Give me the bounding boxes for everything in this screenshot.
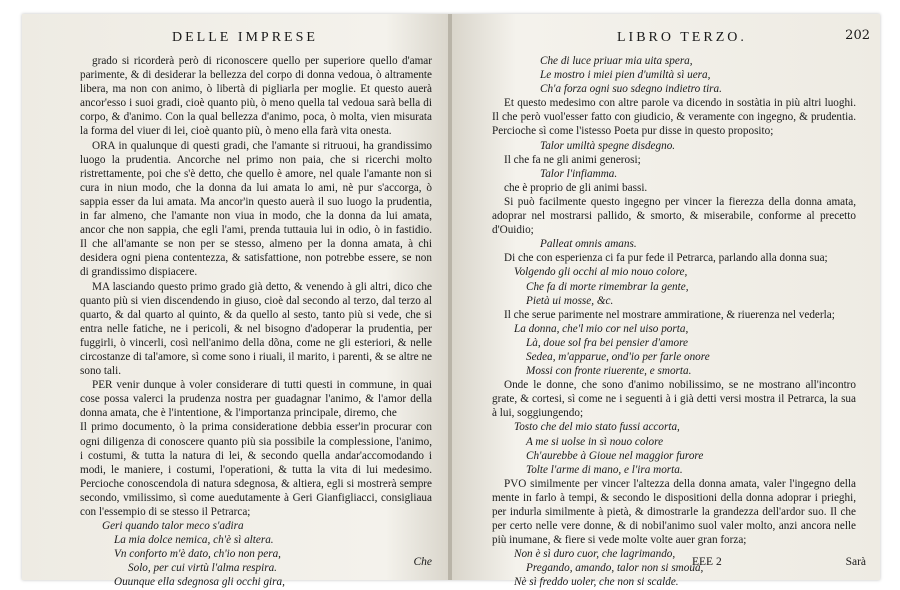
right-page — [452, 14, 880, 589]
verse-line: Ouunque ella sdegnosa gli occhi gira, — [114, 576, 285, 589]
book-spread — [22, 14, 880, 589]
running-header-left: DELLE IMPRESE — [172, 30, 318, 45]
verse-line: Talor umiltà spegne disdegno. — [540, 139, 676, 152]
left-page-body — [80, 54, 432, 590]
paragraph: grado si ricorderà però di riconoscere quello per superiore quello d'amar parimente, & di desiderar la bellezza del corpo di donna vedoua, ò altramente libera, ma non con animo, ò libertà di pigliarla per moglie. Et questo auerà ancor'esso i suoi gradi, cioè quanto più, ò meno quella tal vedoua sarà bella di corpo, & d'animo. Con la qual bellezza d'animo, poca, ò molta, vien misurata la forma del viuer di lei, cioè quanto più, ò meno ella farà vita onesta. — [80, 55, 432, 138]
verse-line: Che di luce priuar mia uita spera, — [540, 55, 693, 67]
verse-line: Solo, per cui virtù l'alma respira. — [128, 562, 277, 575]
running-header-right: LIBRO TERZO. — [617, 30, 747, 45]
paragraph: ORA in qualunque di questi gradi, che l'amante si ritruoui, ha grandissimo luogo la prudentia. Ancorche nel primo non paia, che si ricerchi molto ristrettamente, poi che s'è detto, che quello è amore, nel quale l'amante non si cura in niun modo, che la donna da lui amata lo ami, nè pur s'accorga, ò sappia esser da lui amata. Ma ancor'in questo auerà il suo luogo la prudentia, in far almeno, che l'amante non viua in modo, che la donna da lui amata, ancor che non sappia, che egli l'ami, prenda tuttauia lui in odio, ò in fastidio. Il che all'amante se non per se stesso, almeno per la donna amata, à chi desidera ogni piena contentezza, & satisfattione, non potrebbe essere, se non di grandissimo dispiacere. — [80, 139, 432, 279]
verse-line: Pregando, amando, talor non si smoua, — [526, 562, 704, 575]
verse-line: Palleat omnis amans. — [540, 238, 637, 251]
verse-line: La mia dolce nemica, ch'è sì altera. — [114, 534, 274, 547]
verse-line: Tosto che del mio stato fussi accorta, — [514, 421, 680, 434]
catchword-left: Che — [413, 556, 432, 568]
verse-line: Pietà ui mosse, &c. — [526, 294, 614, 307]
left-page — [22, 14, 450, 589]
paragraph: Il che serue parimente nel mostrare ammiratione, & riuerenza nel vederla; — [504, 308, 835, 321]
paragraph: MA lasciando questo primo grado già detto, & venendo à gli altri, dico che quanto più si vien discendendo in giuso, cioè dal secondo al terzo, dal terzo al quarto, & dal quarto al quinto, & da quello al sesto, tanto più si vede, che si entra nelle fatiche, ne i pericoli, & nel bisogno d'adoperar la prudentia, per fuggirli, ò vincerli, così nell'animo della dõna, come ne gli esteriori, & nelle circostanze di tal'amore, sì come sono i riuali, il marito, i parenti, & se altre ne sono tali. — [80, 280, 432, 378]
verse-line: Talor l'infiamma. — [540, 167, 618, 180]
verse-line: Là, doue sol fra bei pensier d'amore — [526, 336, 689, 349]
paragraph: Il che fa ne gli animi generosi; — [504, 153, 641, 166]
verse-line: Sedea, m'apparue, ond'io per farle onore — [526, 350, 710, 363]
paragraph: Et questo medesimo con altre parole va dicendo in sostàtia in più altri luoghi. Il che però vuol'esser fatto con giudicio, & veramente con ingegno, & prudentia. Percioche sì come l'istesso Poeta pur disse in questo proposito; — [492, 97, 856, 138]
verse-line: Mossi con fronte riuerente, e smorta. — [526, 365, 692, 378]
verse-line: Non è sì duro cuor, che lagrimando, — [514, 548, 676, 561]
verse-line: La donna, che'l mio cor nel uiso porta, — [514, 322, 689, 335]
verse-line: Che fa di morte rimembrar la gente, — [526, 280, 689, 293]
signature-mark: EEE 2 — [692, 556, 722, 568]
verse-line: Vn conforto m'è dato, ch'io non pera, — [114, 548, 281, 561]
verse-line: Tolte l'arme di mano, e l'ira morta. — [526, 463, 683, 476]
verse-line: Volgendo gli occhi al mio nouo colore, — [514, 266, 688, 279]
right-page-body — [492, 54, 856, 590]
verse-line: Geri quando talor meco s'adira — [102, 520, 244, 533]
paragraph: che è proprio de gli animi bassi. — [504, 181, 648, 194]
paragraph: Si può facilmente questo ingegno per vincer la fierezza della donna amata, adoprar nel mostrarsi pallido, & smorto, & miserabile, conforme al precetto d'Ouidio; — [492, 195, 856, 237]
paragraph: Il primo documento, ò la prima consideratione debbia esser'in procurar con ogni diligenza di conoscere quanto più sia possibile la complessione, l'animo, i costumi, & tutta la natura di lei, & secondo quella andar'accomodando i modi, le maniere, i costumi, l'operationi, & tutta la vita di lui medesimo. Percioche conoscendola di natura sdegnosa, & altiera, egli si mostrerà sempre secondo, vmilissimo, sì come auedutamente à Geri Gianfigliacci, consigliaua con l'essempio di se stesso il Petrarca; — [80, 421, 432, 518]
paragraph: Di che con esperienza ci fa pur fede il Petrarca, parlando alla donna sua; — [504, 252, 828, 265]
verse-line: Ch'aurebbe à Gioue nel maggior furore — [526, 449, 704, 462]
verse-line: Le mostro i miei pien d'umiltà sì uera, — [540, 69, 711, 82]
verse-line: A me si uolse in sì nouo colore — [526, 435, 664, 448]
paragraph: PER venir dunque à voler considerare di tutti questi in commune, in quai cose possa valerci la prudenza nostra per guadagnar l'animo, & l'amor della donna amata, che è l'intentione, & l'importanza principale, diremo, che — [80, 379, 432, 420]
verse-line: Ch'a forza ogni suo sdegno indietro tira. — [540, 83, 722, 96]
paragraph: PVO similmente per vincer l'altezza della donna amata, valer l'ingegno della mente in farlo à tempi, & secondo le dispositioni della donna adoprar i prieghi, per indurla similmente à pietà, & dimostrarle la grandezza dell'ardor suo. Il che per certo nelle vere donne, & di nobil'animo suol valer molto, anzi ancora nelle più inumane, & fiere si vede molte volte auer gran forza; — [492, 477, 856, 547]
catchword-right: Sarà — [845, 556, 866, 568]
paragraph: Onde le donne, che sono d'animo nobilissimo, se ne mostrano all'incontro grate, & cortesi, sì come ne i seguenti à i già detti versi mostra il Petrarca, la sua à lui, soggiungendo; — [492, 379, 856, 420]
verse-line: Nè sì freddo uoler, che non si scalde. — [514, 576, 679, 589]
page-number: 202 — [845, 28, 870, 43]
